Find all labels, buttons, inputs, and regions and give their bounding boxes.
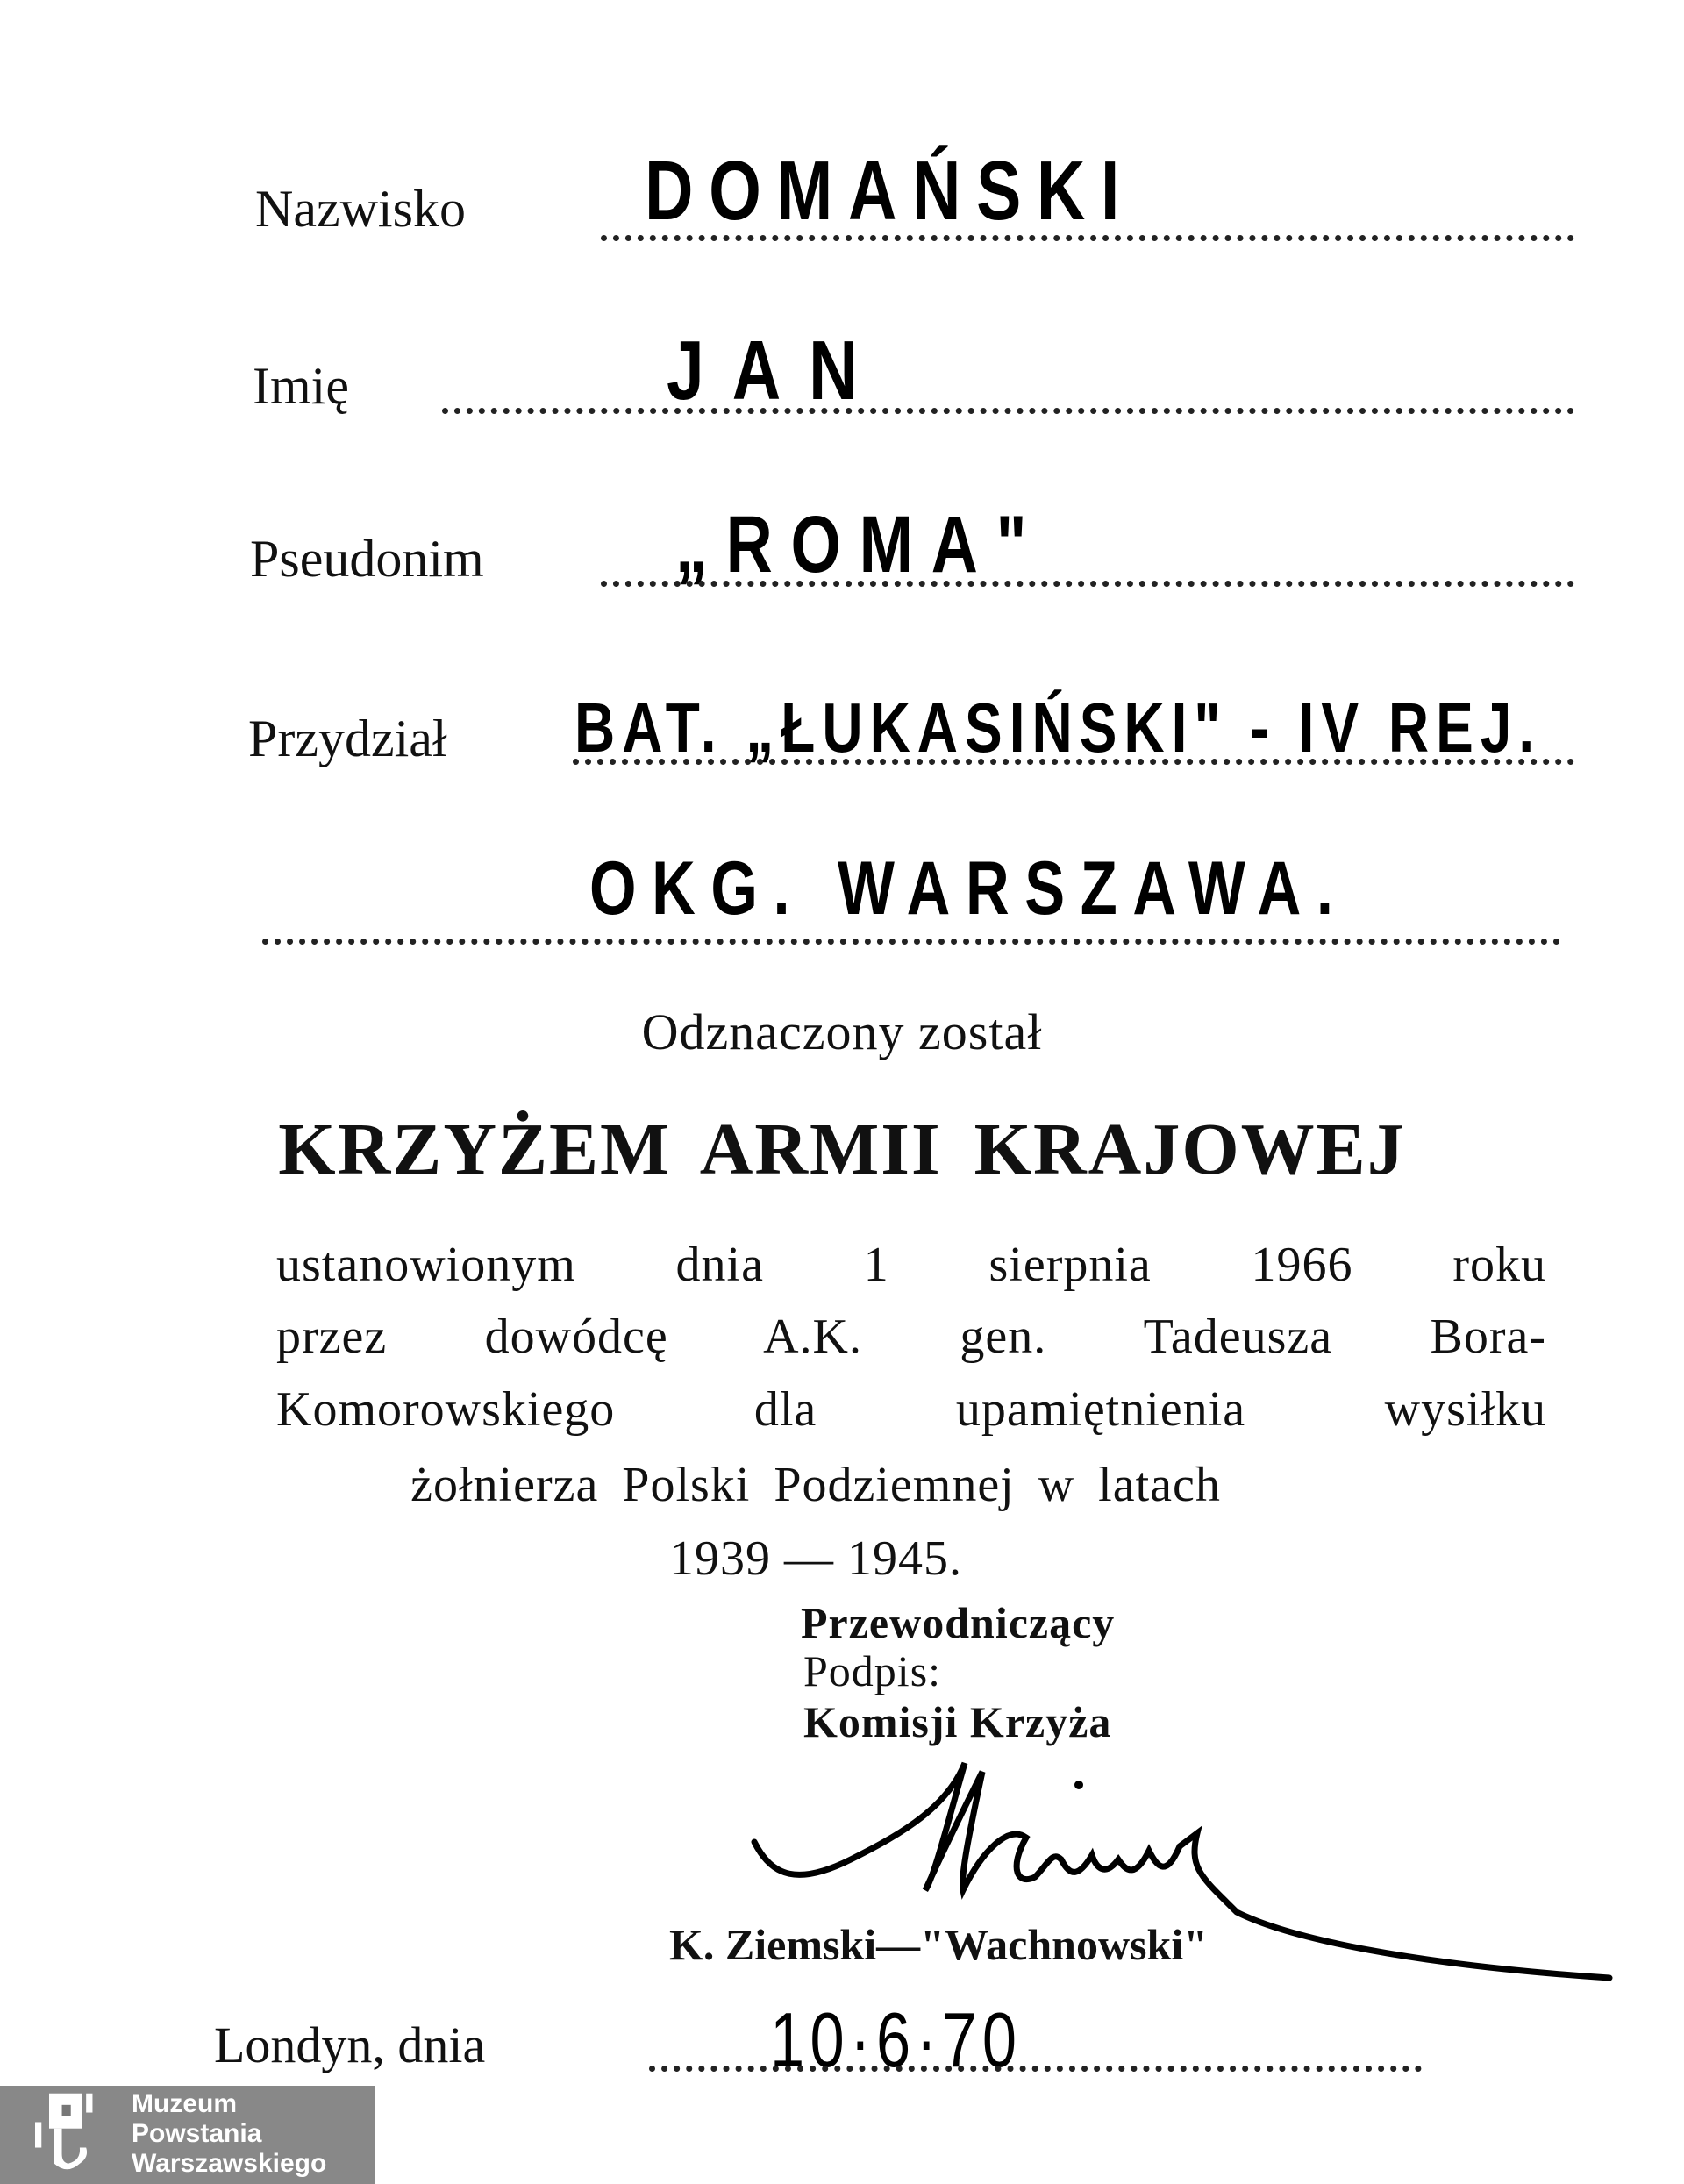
- award-title: KRZYŻEM ARMII KRAJOWEJ: [278, 1109, 1406, 1190]
- award-text-line: przez dowódcę A.K. gen. Tadeusza Bora-: [276, 1310, 1546, 1364]
- award-text-line: żołnierza Polski Podziemnej w latach: [410, 1458, 1221, 1512]
- pseudonym-value: „ROMA": [675, 500, 1045, 589]
- award-intro: Odznaczony został: [641, 1003, 1043, 1060]
- surname-value: DOMAŃSKI: [645, 144, 1135, 238]
- award-text-line: 1939 — 1945.: [669, 1531, 962, 1586]
- museum-name-line: Powstania: [132, 2119, 262, 2148]
- surname-label: Nazwisko: [255, 180, 466, 238]
- signatory-name: K. Ziemski—"Wachnowski": [669, 1920, 1208, 1969]
- assignment-dotted-line-1: [573, 759, 1574, 765]
- first-name-value: JAN: [667, 324, 886, 418]
- anchor-logo-icon: [35, 2093, 105, 2177]
- assignment-label: Przydział: [248, 710, 447, 767]
- museum-watermark-logo: [0, 2086, 375, 2184]
- pseudonym-dotted-line: [601, 581, 1574, 587]
- assignment-value-line1: BAT. „ŁUKASIŃSKI" - IV REJ.: [574, 689, 1542, 767]
- pseudonym-label: Pseudonim: [250, 530, 484, 588]
- podpis-label: Podpis:: [803, 1646, 942, 1695]
- surname-dotted-line: [601, 235, 1574, 241]
- chairman-line1: Przewodniczący: [801, 1598, 1116, 1647]
- assignment-value-line2: OKG. WARSZAWA.: [589, 846, 1349, 931]
- assignment-dotted-line-2: [262, 939, 1560, 945]
- museum-name-line: Muzeum: [132, 2089, 237, 2118]
- museum-name-line: Warszawskiego: [132, 2149, 327, 2178]
- award-text-line: Komorowskiego dla upamiętnienia wysiłku: [276, 1382, 1546, 1437]
- date-dotted-line: [649, 2066, 1422, 2072]
- first-name-label: Imię: [253, 357, 349, 415]
- date-value: 10·6·70: [770, 1996, 1023, 2083]
- museum-name: [132, 2089, 326, 2179]
- award-text-line: ustanowionym dnia 1 sierpnia 1966 roku: [276, 1238, 1546, 1292]
- place-date-label: Londyn, dnia: [214, 2016, 486, 2073]
- chairman-line2: Komisji Krzyża: [803, 1697, 1112, 1746]
- first-name-dotted-line: [442, 408, 1574, 414]
